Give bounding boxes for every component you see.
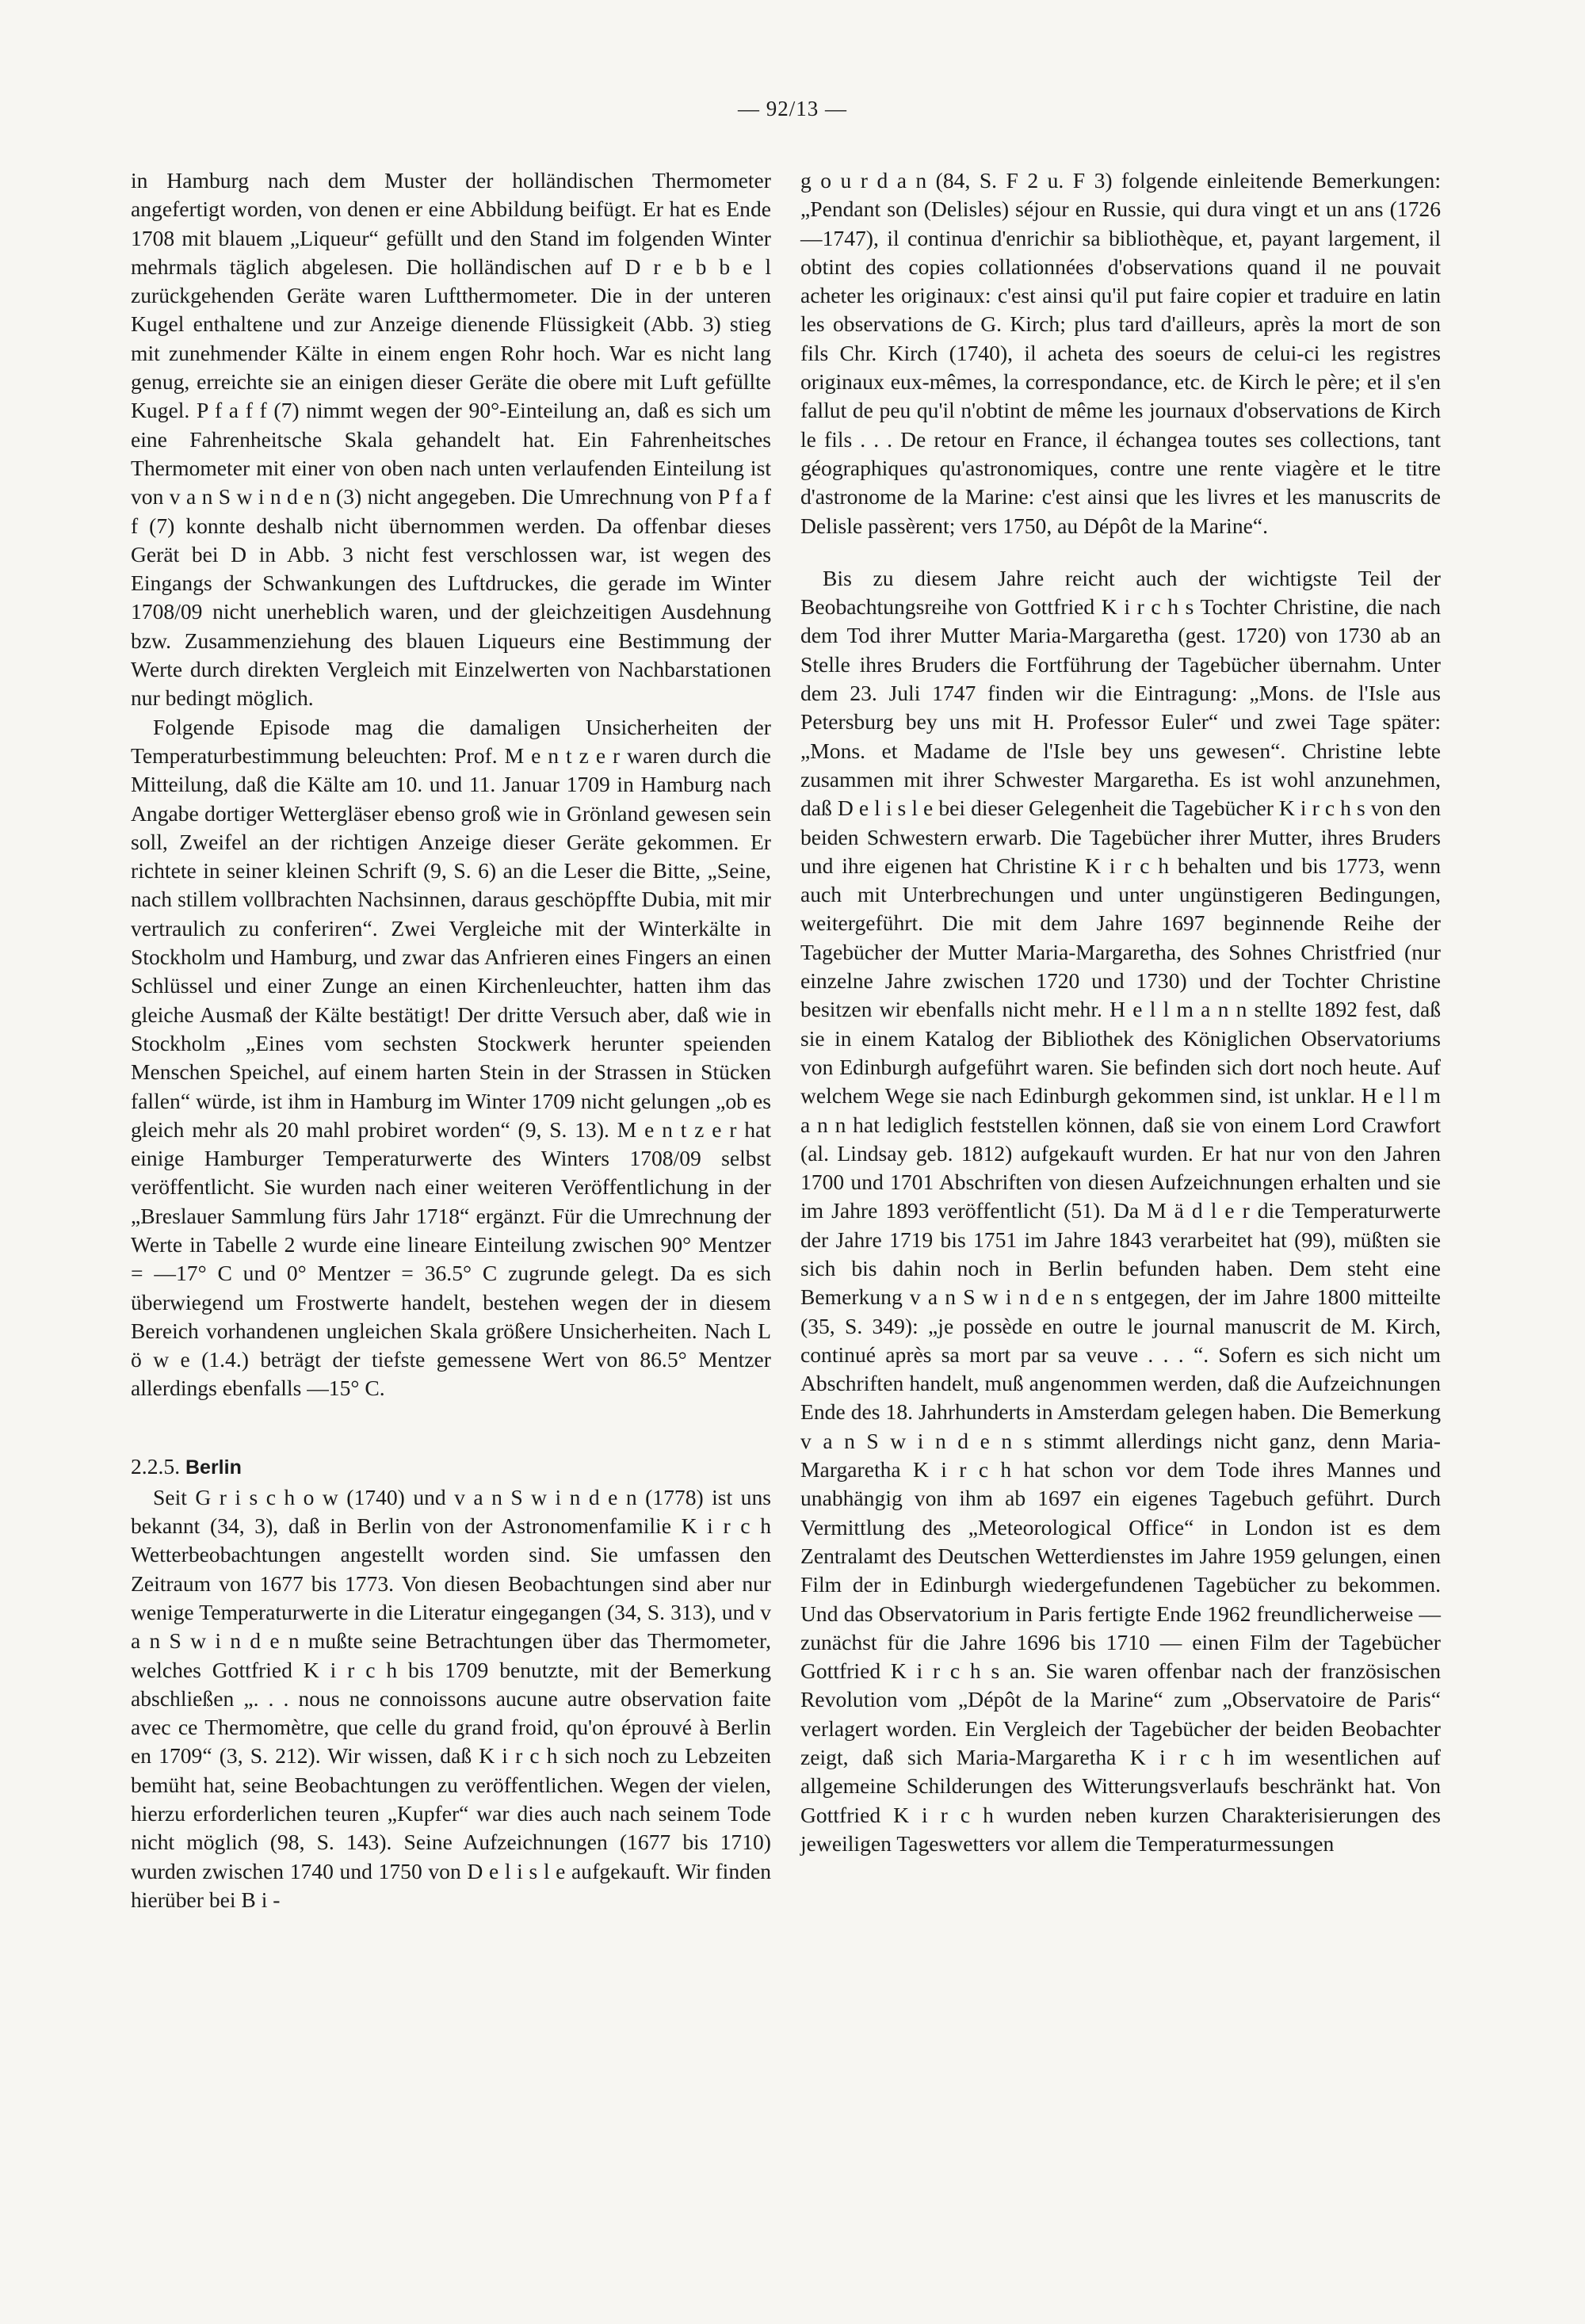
page-number: — 92/13 — bbox=[737, 97, 847, 120]
section-title: Berlin bbox=[185, 1456, 242, 1479]
left-column bbox=[131, 166, 771, 1914]
paragraph: Folgende Episode mag die damaligen Unsicherheiten der Temperaturbestimmung beleuchten: Prof. M e n t z e r waren durch die Mitteilung, daß die Kälte am 10. und 11. Januar 1709 in Hamburg nach Angabe dortiger Wettergläser ebenso groß wie in Grönland gewesen sein soll, Zweifel an der richtigen Anzeige dieser Geräte gekommen. Er richtete in seiner kleinen Schrift (9, S. 6) an die Leser die Bitte, „Seine, nach stillem vollbrachten Nachsinnen, daraus geschöpffte Dubia, mit mir vertraulich zu conferiren“. Zwei Vergleiche mit der Winterkälte in Stockholm und Hamburg, und zwar das Anfrieren eines Fingers an einen Schlüssel und einer Zunge an einen Kirchenleuchter, hatten ihm das gleiche Ausmaß der Kälte bestätigt! Der dritte Versuch aber, daß wie in Stockholm „Eines vom sechsten Stockwerk herunter speienden Menschen Speichel, auf einem harten Stein in der Strassen in Stücken fallen“ würde, ist ihm in Hamburg im Winter 1709 nicht gelungen „ob es gleich mehr als 20 mahl probiret worden“ (9, S. 13). M e n t z e r hat einige Hamburger Temperaturwerte des Winters 1708/09 selbst veröffentlicht. Sie wurden nach einer weiteren Veröffentlichung in der „Breslauer Sammlung fürs Jahr 1718“ ergänzt. Für die Umrechnung der Werte in Tabelle 2 wurde eine lineare Einteilung zwischen 90° Mentzer = —17° C und 0° Mentzer = 36.5° C zugrunde gelegt. Da es sich überwiegend um Frostwerte handelt, bestehen wegen der in diesem Bereich vorhandenen ungleichen Skala größere Unsicherheiten. Nach L ö w e (1.4.) beträgt der tiefste gemessene Wert von 86.5° Mentzer allerdings ebenfalls —15° C. bbox=[131, 714, 771, 1401]
right-column bbox=[800, 166, 1441, 1858]
paragraph: in Hamburg nach dem Muster der holländischen Thermometer angefertigt worden, von denen er eine Abbildung beifügt. Er hat es Ende 1708 mit blauem „Liqueur“ gefüllt und den Stand im folgenden Winter mehrmals täglich abgelesen. Die holländischen auf D r e b b e l zurückgehenden Geräte waren Luftthermometer. Die in der unteren Kugel enthaltene und zur Anzeige dienende Flüssigkeit (Abb. 3) stieg mit zunehmender Kälte in einem engen Rohr hoch. War es nicht lang genug, erreichte sie an einigen dieser Geräte die obere mit Luft gefüllte Kugel. P f a f f (7) nimmt wegen der 90°-Einteilung an, daß es sich um eine Fahrenheitsche Skala gehandelt hat. Ein Fahrenheitsches Thermometer mit einer von oben nach unten verlaufenden Einteilung ist von v a n S w i n d e n (3) nicht angegeben. Die Umrechnung von P f a f f (7) konnte deshalb nicht übernommen werden. Da offenbar dieses Gerät bei D in Abb. 3 nicht fest verschlossen war, ist wegen des Eingangs der Schwankungen des Luftdruckes, die gerade im Winter 1708/09 nicht unerheblich waren, und der gleichzeitigen Ausdehnung bzw. Zusammenziehung des blauen Liqueurs eine Bestimmung der Werte durch direkten Vergleich mit Einzelwerten von Nachbarstationen nur bedingt möglich. bbox=[131, 168, 771, 711]
section-heading bbox=[131, 1452, 771, 1482]
paragraph: Seit G r i s c h o w (1740) und v a n S w i n d e n (1778) ist uns bekannt (34, 3), daß in Berlin von der Astronomenfamilie K i r c h Wetterbeobachtungen angestellt worden sind. Sie umfassen den Zeitraum von 1677 bis 1773. Von diesen Beobachtungen sind aber nur wenige Temperaturwerte in die Literatur eingegangen (34, S. 313), und v a n S w i n d e n mußte seine Betrachtungen über das Thermometer, welches Gottfried K i r c h bis 1709 benutzte, mit der Bemerkung abschließen „. . . nous ne connoissons aucune autre observation faite avec ce Thermomètre, que celle du grand froid, qu'on éprouvé à Berlin en 1709“ (3, S. 212). Wir wissen, daß K i r c h sich noch zu Lebzeiten bemüht hat, seine Beobachtungen zu veröffentlichen. Wegen der vielen, hierzu erforderlichen teuren „Kupfer“ war dies auch nach seinem Tode nicht möglich (98, S. 143). Seine Aufzeichnungen (1677 bis 1710) wurden zwischen 1740 und 1750 von D e l i s l e aufgekauft. Wir finden hierüber bei B i - bbox=[131, 1484, 771, 1912]
section-number: 2.2.5. bbox=[131, 1453, 181, 1479]
paragraph: g o u r d a n (84, S. F 2 u. F 3) folgende einleitende Bemerkungen: „Pendant son (Delisles) séjour en Russie, qui dura vingt et un ans (1726—1747), il continua d'enrichir sa bibliothèque, et, payant largement, il obtint des copies collationnées d'observations quand il ne pouvait acheter les originaux: c'est ainsi qu'il put faire copier et traduire en latin les observations de G. Kirch; plus tard d'ailleurs, après la mort de son fils Chr. Kirch (1740), il acheta des soeurs de celui-ci les registres originaux eux-mêmes, la correspondance, etc. de Kirch le père; et il s'en fallut de peu qu'il n'obtint de même les journaux d'observations de Kirch le fils . . . De retour en France, il échangea toutes ses collections, tant géographiques qu'astronomiques, contre une rente viagère et le titre d'astronome de la Marine: c'est ainsi que les livres et les manuscrits de Delisle passèrent; vers 1750, au Dépôt de la Marine“. bbox=[800, 168, 1441, 538]
paragraph: Bis zu diesem Jahre reicht auch der wichtigste Teil der Beobachtungsreihe von Gottfried K i r c h s Tochter Christine, die nach dem Tod ihrer Mutter Maria-Margaretha (gest. 1720) von 1730 ab an Stelle ihres Bruders die Fortführung der Tagebücher übernahm. Unter dem 23. Juli 1747 finden wir die Eintragung: „Mons. de l'Isle aus Petersburg bey uns mit H. Professor Euler“ und zwei Tage später: „Mons. et Madame de l'Isle bey uns gewesen“. Christine lebte zusammen mit ihrer Schwester Margaretha. Es ist wohl anzunehmen, daß D e l i s l e bei dieser Gelegenheit die Tagebücher K i r c h s von den beiden Schwestern erwarb. Die Tagebücher ihrer Mutter, ihres Bruders und ihre eigenen hat Christine K i r c h behalten und bis 1773, wenn auch mit Unterbrechungen und unter ungünstigeren Bedingungen, weitergeführt. Die mit dem Jahre 1697 beginnende Reihe der Tagebücher der Mutter Maria-Margaretha, des Sohnes Christfried (nur einzelne Jahre zwischen 1720 und 1730) und der Tochter Christine besitzen wir ebenfalls nicht mehr. H e l l m a n n stellte 1892 fest, daß sie in einem Katalog der Bibliothek des Königlichen Observatoriums von Edinburgh aufgeführt waren. Sie befinden sich dort noch heute. Auf welchem Wege sie nach Edinburgh gekommen sind, ist unklar. H e l l m a n n hat lediglich feststellen können, daß sie von einem Lord Crawfort (al. Lindsay geb. 1812) aufgekauft wurden. Er hat nur von den Jahren 1700 und 1701 Abschriften von diesen Aufzeichnungen erhalten und sie im Jahre 1893 veröffentlicht (51). Da M ä d l e r die Temperaturwerte der Jahre 1719 bis 1751 im Jahre 1843 verarbeitet hat (99), müßten sie sich bis dahin noch in Berlin befunden haben. Dem steht eine Bemerkung v a n S w i n d e n s entgegen, der im Jahre 1800 mitteilte (35, S. 349): „je possède en outre le journal manuscrit de M. Kirch, continué après sa mort par sa veuve . . . “. Sofern es sich nicht um Abschriften handelt, muß angenommen werden, daß die Aufzeichnungen Ende des 18. Jahrhunderts in Amsterdam gelegen haben. Die Bemerkung v a n S w i n d e n s stimmt allerdings nicht ganz, denn Maria-Margaretha K i r c h hat schon vor dem Tode ihres Mannes und unabhängig von ihm ab 1697 ein eigenes Tagebuch geführt. Durch Vermittlung des „Meteorological Office“ in London ist es dem Zentralamt des Deutschen Wetterdienstes im Jahre 1959 gelungen, einen Film der in Edinburgh wiedergefundenen Tagebücher zu bekommen. Und das Observatorium in Paris fertigte Ende 1962 freundlicherweise — zunächst für die Jahre 1696 bis 1710 — einen Film der Tagebücher Gottfried K i r c h s an. Sie waren offenbar nach der französischen Revolution vom „Dépôt de la Marine“ zum „Observatoire de Paris“ verlagert worden. Ein Vergleich der Tagebücher der beiden Beobachter zeigt, daß sich Maria-Margaretha K i r c h im wesentlichen auf allgemeine Schilderungen des Witterungsverlaufs beschränkt hat. Von Gottfried K i r c h wurden neben kurzen Charakterisierungen des jeweiligen Tageswetters vor allem die Temperaturmessungen bbox=[800, 565, 1441, 1856]
